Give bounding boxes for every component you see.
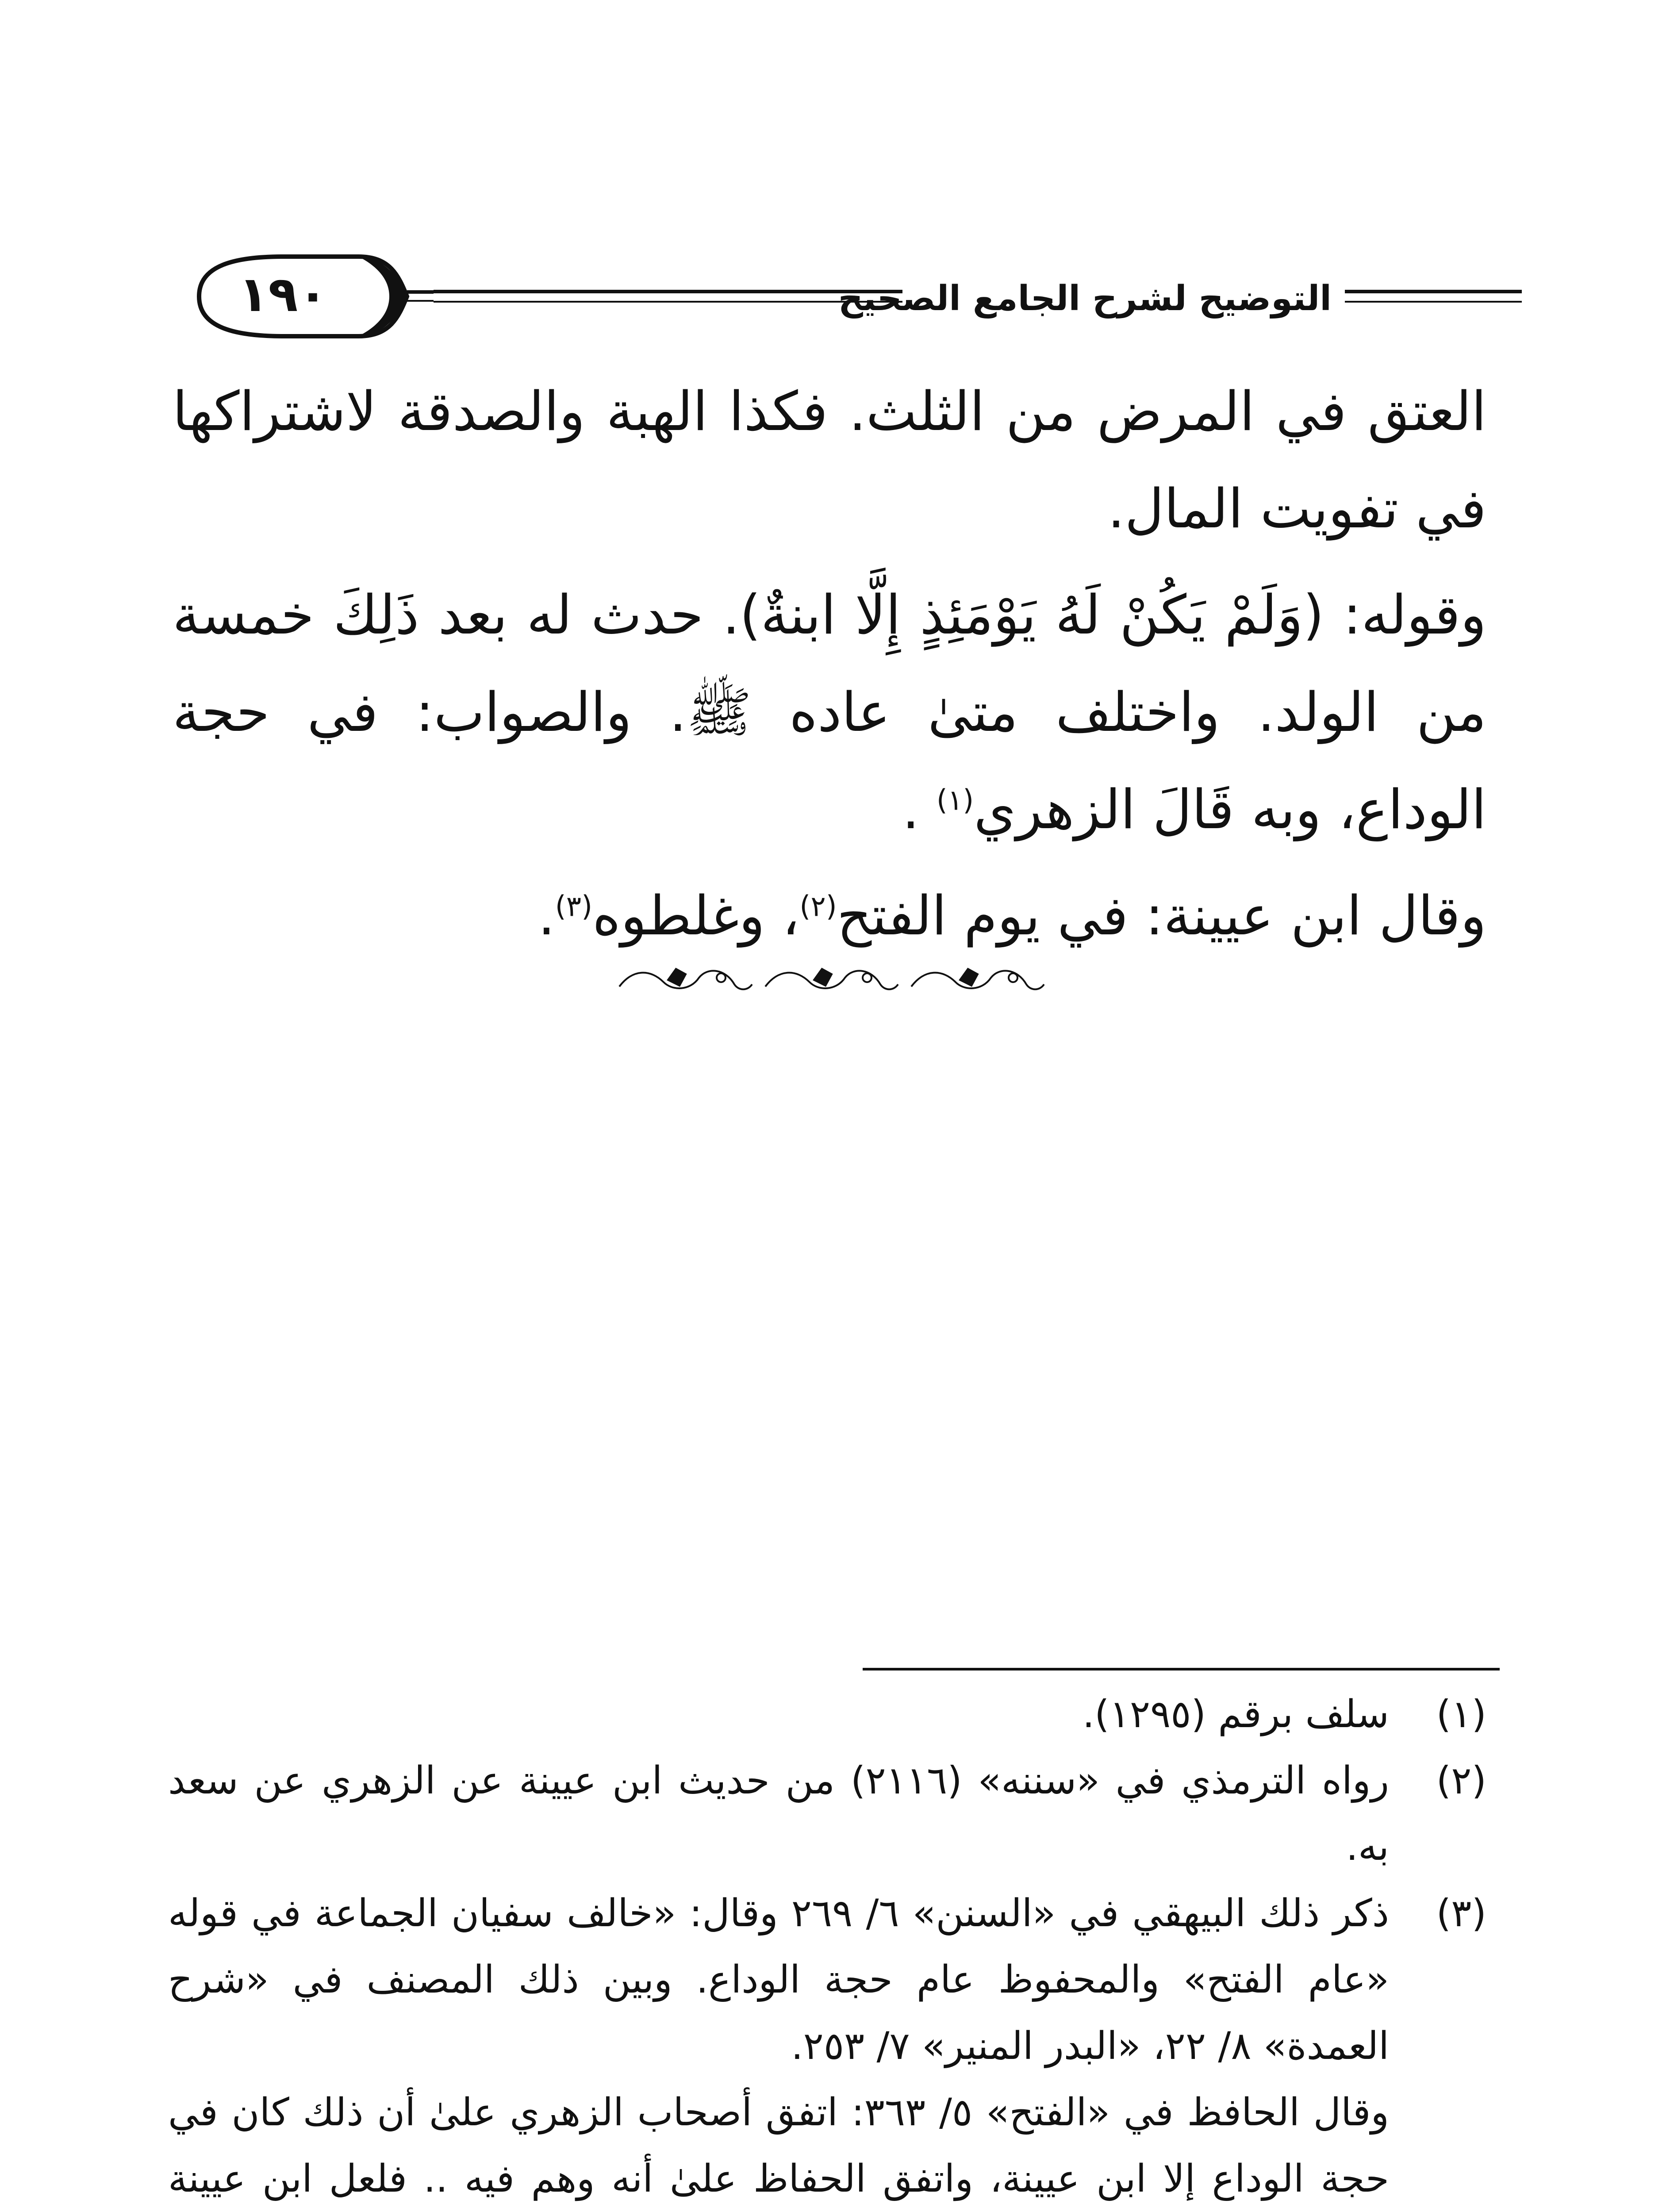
page-number-badge xyxy=(168,248,434,345)
footnote-number: (٣) xyxy=(1436,1891,1486,1936)
footnote-separator xyxy=(863,1668,1500,1671)
paragraph-2-text: وقوله: (وَلَمْ يَكُنْ لَهُ يَوْمَئِذٍ إِلَّا ابنةٌ). حدث له بعد ذَلِكَ خمسة من الولد. واختلف متىٰ عاده ﷺ. والصواب: في حجة الوداع، وبه قَالَ الزهري xyxy=(173,584,1486,841)
footnote-marker-3: (٣) xyxy=(555,890,593,923)
footnote-marker-1: (١) xyxy=(936,784,974,817)
footnote-number: (٢) xyxy=(1436,1759,1486,1803)
paragraph-3-part1: وقال ابن عيينة: في يوم الفتح xyxy=(837,884,1486,947)
running-title: التوضيح لشرح الجامع الصحيح xyxy=(838,279,1332,319)
footnote-1 xyxy=(168,1681,1486,1747)
footnote-marker-2: (٢) xyxy=(799,890,837,923)
footnote-continuation-text: وقال الحافظ في «الفتح» ٥/ ٣٦٣: اتفق أصحاب الزهري علىٰ أن ذلك كان في حجة الوداع إلا ابن عيينة، واتفق الحفاظ علىٰ أنه وهم فيه .. فلعل ابن عيينة xyxy=(168,2090,1390,2201)
paragraph-2 xyxy=(173,566,1486,858)
header-rule-right-thin xyxy=(1345,301,1522,303)
footnote-number: (١) xyxy=(1436,1692,1486,1736)
paragraph-3-end: . xyxy=(538,884,555,947)
footnote-2 xyxy=(168,1747,1486,1880)
header-rule-left-thick xyxy=(434,290,902,293)
footnote-text: رواه الترمذي في «سننه» (٢١١٦) من حديث ابن عيينة عن الزهري عن سعد به. xyxy=(168,1759,1389,1869)
page-header xyxy=(168,248,1522,354)
paragraph-3 xyxy=(173,867,1486,964)
header-rule-left-thin xyxy=(434,301,902,303)
page-number: ١٩٠ xyxy=(238,266,328,323)
footnote-3-continuation xyxy=(168,2079,1486,2212)
footnotes xyxy=(168,1681,1486,2212)
paragraph-3-part2: ، وغلطوه xyxy=(592,884,800,947)
paragraph-1: العتق في المرض من الثلث. فكذا الهبة والصدقة لاشتراكها في تفويت المال. xyxy=(173,380,1486,540)
footnote-3 xyxy=(168,1880,1486,2079)
footnote-text: سلف برقم (١٢٩٥). xyxy=(1082,1692,1389,1736)
main-text xyxy=(173,363,1486,964)
paragraph-2-end: . xyxy=(902,778,937,841)
footnote-text: ذكر ذلك البيهقي في «السنن» ٦/ ٢٦٩ وقال: «خالف سفيان الجماعة في قوله «عام الفتح» والمحفوظ عام حجة الوداع. وبين ذلك المصنف في «شرح العمدة» ٨/ ٢٢، «البدر المنير» ٧/ ٢٥٣. xyxy=(168,1891,1390,2068)
section-ornament-icon xyxy=(615,960,1048,1000)
header-rule-right-thick xyxy=(1345,290,1522,293)
